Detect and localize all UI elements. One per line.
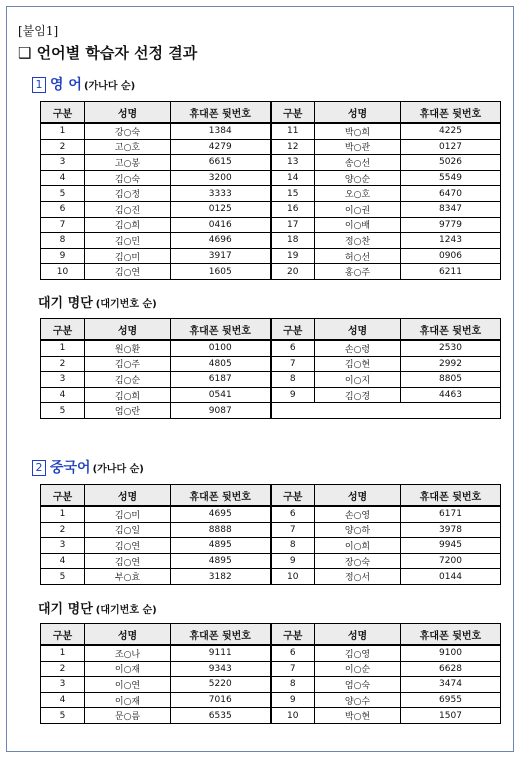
phone-cell: 8888	[171, 522, 271, 538]
name-cell: 이○연	[85, 677, 171, 693]
phone-cell: 6615	[171, 155, 271, 171]
column-header: 성명	[315, 102, 401, 124]
no-cell: 17	[271, 217, 315, 233]
no-cell: 10	[41, 264, 85, 280]
no-cell: 6	[41, 201, 85, 217]
name-cell: 김○순	[85, 372, 171, 388]
column-header: 구분	[41, 624, 85, 646]
phone-cell: 6628	[401, 661, 501, 677]
phone-cell: 5220	[171, 677, 271, 693]
table-header-row	[41, 102, 501, 124]
no-cell: 14	[271, 170, 315, 186]
column-header: 휴대폰 뒷번호	[401, 102, 501, 124]
name-cell: 엄○숙	[315, 677, 401, 693]
section-order-note: (가나다 순)	[83, 81, 136, 92]
phone-cell: 0906	[401, 248, 501, 264]
name-cell: 허○선	[315, 248, 401, 264]
section-number-box: 2	[32, 460, 46, 476]
name-cell: 엄○란	[85, 403, 171, 419]
phone-cell: 7016	[171, 692, 271, 708]
name-cell: 고○호	[85, 139, 171, 155]
no-cell	[271, 403, 501, 419]
no-cell: 5	[41, 186, 85, 202]
no-cell: 3	[41, 538, 85, 554]
no-cell: 9	[41, 248, 85, 264]
table-row	[41, 170, 501, 186]
name-cell: 양○순	[315, 170, 401, 186]
phone-cell: 1243	[401, 233, 501, 249]
table-row	[41, 387, 501, 403]
phone-cell: 2992	[401, 356, 501, 372]
no-cell: 8	[271, 677, 315, 693]
phone-cell: 6187	[171, 372, 271, 388]
table-row	[41, 538, 501, 554]
name-cell: 고○봉	[85, 155, 171, 171]
column-header: 성명	[315, 319, 401, 341]
no-cell: 2	[41, 356, 85, 372]
phone-cell: 1507	[401, 708, 501, 724]
table-row	[41, 661, 501, 677]
no-cell: 12	[271, 139, 315, 155]
waitlist-order-note: (대기번호 순)	[95, 605, 157, 616]
table-row	[41, 217, 501, 233]
phone-cell: 9100	[401, 645, 501, 661]
phone-cell: 9087	[171, 403, 271, 419]
no-cell: 1	[41, 340, 85, 356]
no-cell: 10	[271, 708, 315, 724]
name-cell: 정○서	[315, 569, 401, 585]
phone-cell: 4279	[171, 139, 271, 155]
phone-cell: 0125	[171, 201, 271, 217]
name-cell: 이○권	[315, 201, 401, 217]
phone-cell: 3978	[401, 522, 501, 538]
phone-cell: 4696	[171, 233, 271, 249]
name-cell: 김○미	[85, 506, 171, 522]
phone-cell: 6955	[401, 692, 501, 708]
table-row	[41, 677, 501, 693]
phone-cell: 3917	[171, 248, 271, 264]
column-header: 성명	[85, 624, 171, 646]
table-row	[41, 645, 501, 661]
table-row	[41, 708, 501, 724]
attachment-label: [붙임1]	[18, 24, 59, 38]
no-cell: 7	[271, 522, 315, 538]
name-cell: 김○희	[85, 387, 171, 403]
table-header-row	[41, 319, 501, 341]
phone-cell: 0144	[401, 569, 501, 585]
column-header: 구분	[41, 485, 85, 507]
no-cell: 19	[271, 248, 315, 264]
no-cell: 4	[41, 170, 85, 186]
name-cell: 손○령	[315, 340, 401, 356]
phone-cell: 6470	[401, 186, 501, 202]
phone-cell: 2530	[401, 340, 501, 356]
phone-cell: 3182	[171, 569, 271, 585]
name-cell: 부○효	[85, 569, 171, 585]
phone-cell: 6211	[401, 264, 501, 280]
name-cell: 김○미	[85, 248, 171, 264]
no-cell: 2	[41, 139, 85, 155]
column-header: 성명	[85, 485, 171, 507]
column-header: 휴대폰 뒷번호	[171, 485, 271, 507]
column-header: 구분	[271, 102, 315, 124]
phone-cell: 9111	[171, 645, 271, 661]
column-header: 구분	[41, 102, 85, 124]
no-cell: 18	[271, 233, 315, 249]
phone-cell: 4225	[401, 123, 501, 139]
no-cell: 3	[41, 677, 85, 693]
name-cell: 박○현	[315, 708, 401, 724]
table-row	[41, 264, 501, 280]
column-header: 구분	[271, 319, 315, 341]
no-cell: 5	[41, 708, 85, 724]
column-header: 구분	[271, 485, 315, 507]
name-cell: 김○일	[85, 522, 171, 538]
table-row	[41, 155, 501, 171]
name-cell: 김○경	[315, 387, 401, 403]
no-cell: 3	[41, 155, 85, 171]
no-cell: 6	[271, 340, 315, 356]
no-cell: 13	[271, 155, 315, 171]
name-cell: 송○선	[315, 155, 401, 171]
phone-cell: 0416	[171, 217, 271, 233]
page-title: ❑ 언어별 학습자 선정 결과	[18, 44, 198, 62]
table-header-row	[41, 624, 501, 646]
table-row	[41, 506, 501, 522]
phone-cell: 0100	[171, 340, 271, 356]
column-header: 성명	[85, 102, 171, 124]
no-cell: 7	[41, 217, 85, 233]
no-cell: 6	[271, 645, 315, 661]
no-cell: 1	[41, 506, 85, 522]
column-header: 휴대폰 뒷번호	[401, 624, 501, 646]
no-cell: 4	[41, 553, 85, 569]
english-waitlist-heading	[38, 292, 157, 311]
column-header: 성명	[85, 319, 171, 341]
name-cell: 이○재	[85, 692, 171, 708]
no-cell: 6	[271, 506, 315, 522]
phone-cell: 4805	[171, 356, 271, 372]
no-cell: 1	[41, 645, 85, 661]
name-cell: 이○재	[85, 661, 171, 677]
name-cell: 홍○주	[315, 264, 401, 280]
name-cell: 김○영	[315, 645, 401, 661]
phone-cell: 6171	[401, 506, 501, 522]
no-cell: 2	[41, 661, 85, 677]
name-cell: 양○하	[315, 522, 401, 538]
no-cell: 3	[41, 372, 85, 388]
table-row	[41, 522, 501, 538]
phone-cell: 9343	[171, 661, 271, 677]
name-cell: 이○순	[315, 661, 401, 677]
name-cell: 정○찬	[315, 233, 401, 249]
column-header: 구분	[271, 624, 315, 646]
english-waitlist-table	[40, 318, 501, 419]
table-row	[41, 569, 501, 585]
no-cell: 8	[41, 233, 85, 249]
name-cell: 문○름	[85, 708, 171, 724]
column-header: 구분	[41, 319, 85, 341]
no-cell: 1	[41, 123, 85, 139]
no-cell: 5	[41, 403, 85, 419]
no-cell: 9	[271, 692, 315, 708]
table-row	[41, 139, 501, 155]
phone-cell: 4895	[171, 553, 271, 569]
name-cell: 이○희	[315, 538, 401, 554]
name-cell: 손○영	[315, 506, 401, 522]
chinese-waitlist-heading	[38, 598, 157, 617]
no-cell: 8	[271, 372, 315, 388]
name-cell: 조○나	[85, 645, 171, 661]
name-cell: 김○주	[85, 356, 171, 372]
phone-cell: 9779	[401, 217, 501, 233]
section-order-note: (가나다 순)	[92, 464, 144, 475]
table-row	[41, 233, 501, 249]
phone-cell: 0127	[401, 139, 501, 155]
name-cell: 김○연	[85, 264, 171, 280]
phone-cell: 1384	[171, 123, 271, 139]
column-header: 성명	[315, 485, 401, 507]
phone-cell: 3474	[401, 677, 501, 693]
phone-cell: 3200	[171, 170, 271, 186]
no-cell: 7	[271, 356, 315, 372]
column-header: 휴대폰 뒷번호	[401, 485, 501, 507]
no-cell: 5	[41, 569, 85, 585]
name-cell: 박○희	[315, 123, 401, 139]
name-cell: 오○호	[315, 186, 401, 202]
no-cell: 8	[271, 538, 315, 554]
no-cell: 2	[41, 522, 85, 538]
name-cell: 양○수	[315, 692, 401, 708]
waitlist-title: 대기 명단	[38, 296, 93, 311]
name-cell: 김○진	[85, 201, 171, 217]
phone-cell: 1605	[171, 264, 271, 280]
name-cell: 이○배	[315, 217, 401, 233]
phone-cell: 3333	[171, 186, 271, 202]
no-cell: 9	[271, 387, 315, 403]
column-header: 휴대폰 뒷번호	[401, 319, 501, 341]
no-cell: 7	[271, 661, 315, 677]
name-cell: 박○관	[315, 139, 401, 155]
phone-cell: 7200	[401, 553, 501, 569]
no-cell: 16	[271, 201, 315, 217]
name-cell: 장○숙	[315, 553, 401, 569]
no-cell: 4	[41, 692, 85, 708]
section-chinese-heading	[32, 457, 144, 477]
table-row	[41, 403, 501, 419]
name-cell: 원○환	[85, 340, 171, 356]
column-header: 성명	[315, 624, 401, 646]
chinese-selected-table	[40, 484, 501, 585]
no-cell: 4	[41, 387, 85, 403]
phone-cell: 4695	[171, 506, 271, 522]
column-header: 휴대폰 뒷번호	[171, 624, 271, 646]
column-header: 휴대폰 뒷번호	[171, 319, 271, 341]
section-english-heading	[32, 74, 135, 94]
column-header: 휴대폰 뒷번호	[171, 102, 271, 124]
table-row	[41, 186, 501, 202]
name-cell: 김○연	[85, 553, 171, 569]
name-cell: 김○민	[85, 233, 171, 249]
section-name: 중국어	[50, 460, 91, 476]
table-row	[41, 356, 501, 372]
no-cell: 10	[271, 569, 315, 585]
name-cell: 강○숙	[85, 123, 171, 139]
phone-cell: 4463	[401, 387, 501, 403]
no-cell: 11	[271, 123, 315, 139]
table-row	[41, 248, 501, 264]
section-name: 영 어	[50, 77, 82, 93]
section-number-box: 1	[32, 77, 46, 93]
name-cell: 김○희	[85, 217, 171, 233]
no-cell: 15	[271, 186, 315, 202]
phone-cell: 5026	[401, 155, 501, 171]
chinese-waitlist-table	[40, 623, 501, 724]
phone-cell: 8347	[401, 201, 501, 217]
phone-cell: 9945	[401, 538, 501, 554]
no-cell: 9	[271, 553, 315, 569]
no-cell: 20	[271, 264, 315, 280]
phone-cell: 4895	[171, 538, 271, 554]
phone-cell: 6535	[171, 708, 271, 724]
table-row	[41, 692, 501, 708]
table-row	[41, 123, 501, 139]
waitlist-order-note: (대기번호 순)	[95, 299, 157, 310]
name-cell: 김○현	[315, 356, 401, 372]
phone-cell: 8805	[401, 372, 501, 388]
table-row	[41, 372, 501, 388]
table-row	[41, 201, 501, 217]
name-cell: 김○숙	[85, 170, 171, 186]
table-row	[41, 553, 501, 569]
english-selected-table	[40, 101, 501, 280]
table-row	[41, 340, 501, 356]
phone-cell: 0541	[171, 387, 271, 403]
waitlist-title: 대기 명단	[38, 602, 93, 617]
table-header-row	[41, 485, 501, 507]
name-cell: 김○연	[85, 538, 171, 554]
name-cell: 김○정	[85, 186, 171, 202]
phone-cell: 5549	[401, 170, 501, 186]
name-cell: 이○지	[315, 372, 401, 388]
